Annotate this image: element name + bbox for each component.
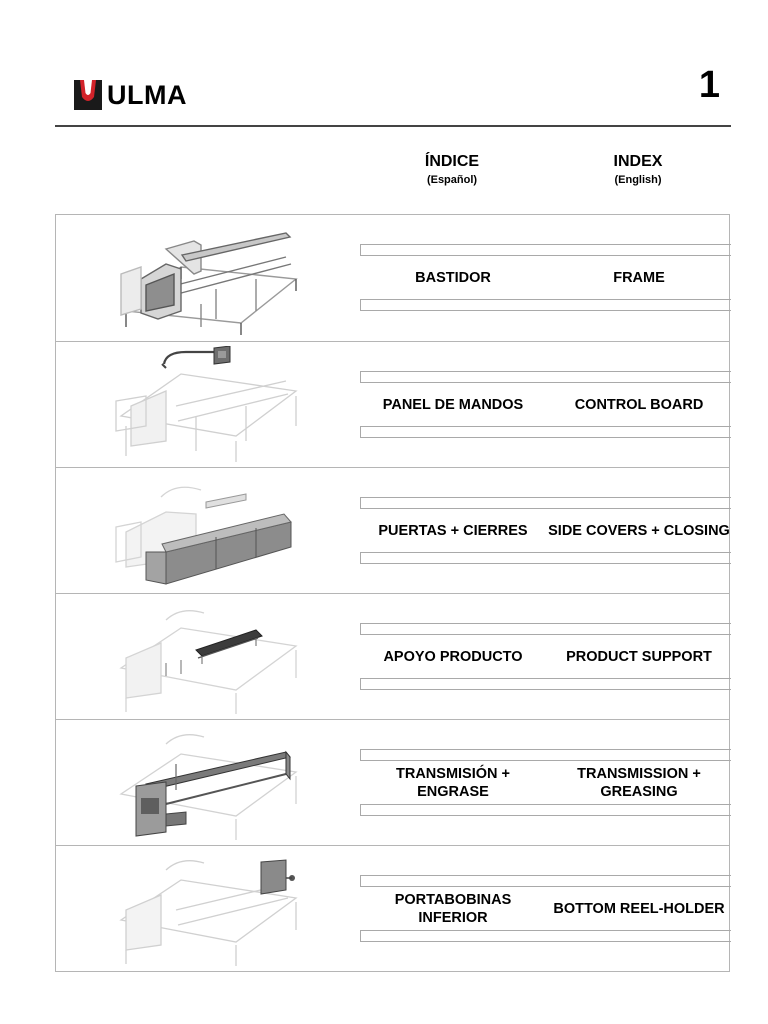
frame-machine-illustration bbox=[106, 219, 306, 337]
side-covers-illustration bbox=[106, 472, 306, 590]
reel-holder-illustration bbox=[106, 850, 306, 968]
row-label-en: SIDE COVERS + CLOSING bbox=[548, 522, 730, 539]
index-row-reel-holder[interactable] bbox=[56, 845, 729, 972]
row-band-bottom bbox=[360, 930, 731, 942]
product-support-illustration bbox=[106, 598, 306, 716]
row-band-bottom bbox=[360, 426, 731, 438]
row-label-en: PRODUCT SUPPORT bbox=[566, 648, 712, 665]
row-band-top bbox=[360, 623, 731, 635]
row-band-bottom bbox=[360, 678, 731, 690]
english-column-title: INDEX bbox=[613, 153, 663, 170]
row-label-es: BASTIDOR bbox=[415, 269, 491, 286]
ulma-logo bbox=[73, 78, 187, 112]
spanish-column-title: ÍNDICE bbox=[424, 153, 480, 170]
index-row-control-board[interactable] bbox=[56, 341, 729, 468]
header-divider bbox=[55, 125, 731, 127]
row-band-top bbox=[360, 875, 731, 887]
row-label-es: PANEL DE MANDOS bbox=[382, 396, 524, 413]
row-label-en: TRANSMISSION + GREASING bbox=[577, 765, 701, 800]
row-band-bottom bbox=[360, 804, 731, 816]
control-board-illustration bbox=[106, 346, 306, 464]
row-band-top bbox=[360, 497, 731, 509]
row-band-bottom bbox=[360, 299, 731, 311]
row-band-top bbox=[360, 244, 731, 256]
index-row-transmission[interactable] bbox=[56, 719, 729, 846]
spanish-column-subtitle: (Español) bbox=[426, 174, 478, 186]
index-row-side-covers[interactable] bbox=[56, 467, 729, 594]
row-band-top bbox=[360, 749, 731, 761]
row-label-es: PORTABOBINAS INFERIOR bbox=[394, 891, 512, 926]
index-row-product-support[interactable] bbox=[56, 593, 729, 720]
row-label-en: CONTROL BOARD bbox=[574, 396, 704, 413]
row-label-en: FRAME bbox=[613, 269, 665, 286]
page-number: 1 bbox=[698, 64, 720, 106]
row-band-top bbox=[360, 371, 731, 383]
row-label-en: BOTTOM REEL-HOLDER bbox=[553, 900, 725, 917]
transmission-illustration bbox=[106, 724, 306, 842]
index-row-frame[interactable] bbox=[56, 215, 729, 341]
brand-name: ULMA bbox=[107, 79, 187, 110]
english-column-header bbox=[545, 153, 731, 186]
row-label-es: PUERTAS + CIERRES bbox=[378, 522, 528, 539]
row-band-bottom bbox=[360, 552, 731, 564]
english-column-subtitle: (English) bbox=[614, 174, 662, 186]
row-label-es: TRANSMISIÓN + ENGRASE bbox=[396, 765, 510, 800]
row-label-es: APOYO PRODUCTO bbox=[383, 648, 523, 665]
ulma-logo-icon bbox=[73, 79, 103, 111]
index-table bbox=[55, 214, 730, 972]
spanish-column-header bbox=[359, 153, 545, 186]
